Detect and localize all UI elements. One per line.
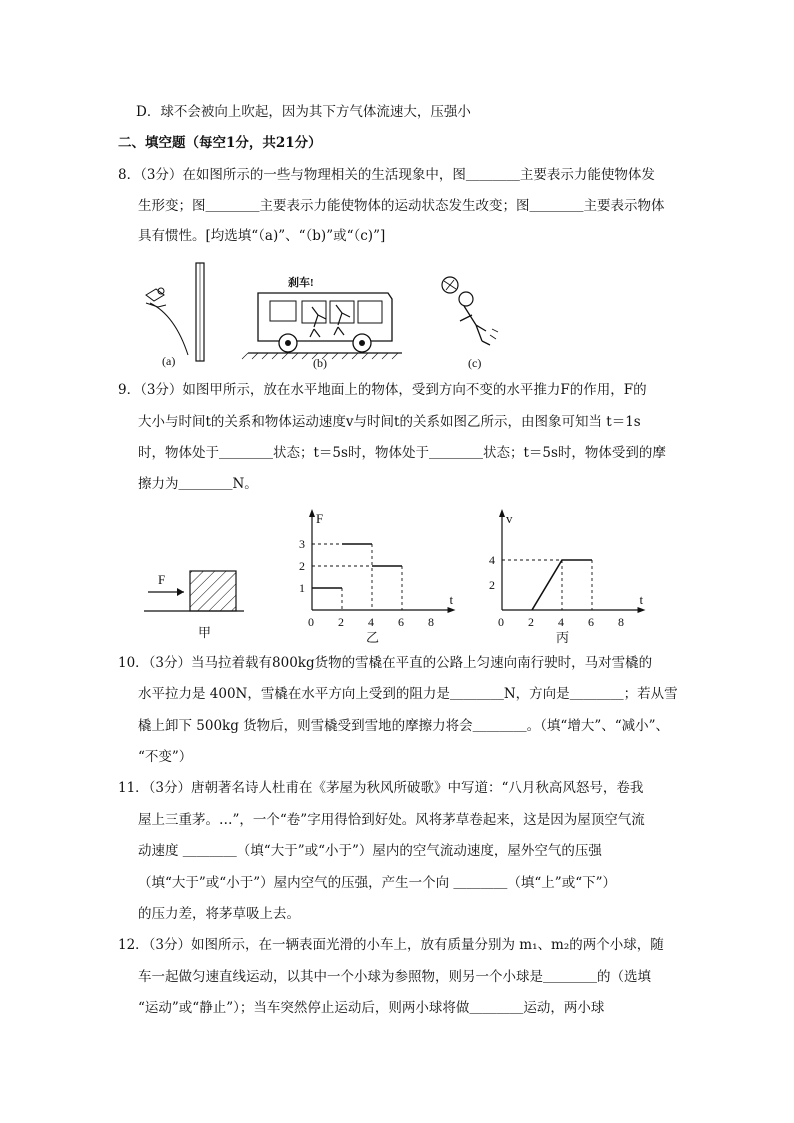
force-label: F <box>158 572 166 587</box>
fig-a-diving-illustration <box>146 263 204 361</box>
chart-bing <box>480 505 650 645</box>
fig-c-label: (c) <box>468 356 482 370</box>
block <box>190 571 236 611</box>
fig-a-label: (a) <box>162 354 176 368</box>
q10-line3: 橇上卸下 500kg 货物后，则雪橇受到雪地的摩擦力将会＿＿＿＿。（填“增大”、“减小”、 <box>138 718 670 734</box>
yi-xtick-2: 2 <box>338 615 344 629</box>
fig-jia-label: 甲 <box>198 625 212 640</box>
q11-line1: 11．（3分）唐朝著名诗人杜甫在《茅屋为秋风所破歌》中写道：“八月秋高风怒号，卷我 <box>118 780 644 796</box>
q11-line3: 动速度 ＿＿＿＿（填“大于”或“小于”）屋内的空气流动速度，屋外空气的压强 <box>138 843 602 859</box>
q8-line2: 生形变；图＿＿＿＿主要表示力能使物体的运动状态发生改变；图＿＿＿＿主要表示物体 <box>138 198 665 214</box>
q9-line4: 擦力为＿＿＿＿N。 <box>138 476 258 492</box>
q12-line2: 车一起做匀速直线运动，以其中一个小球为参照物，则另一个小球是＿＿＿＿的（选填 <box>138 969 651 985</box>
q8-line1: 8．（3分）在如图所示的一些与物理相关的生活现象中，图＿＿＿＿主要表示力能使物体发 <box>118 167 655 183</box>
yi-xtick-0: 0 <box>308 615 314 629</box>
chart-bing-xlabel: t <box>639 592 644 607</box>
bing-xtick-4: 4 <box>558 615 564 629</box>
yi-ytick-2: 2 <box>299 559 305 573</box>
bing-xtick-0: 0 <box>498 615 504 629</box>
yi-xtick-8: 8 <box>428 615 434 629</box>
q7-option-d: D．球不会被向上吹起，因为其下方气体流速大，压强小 <box>136 104 471 120</box>
fig-b-bus-illustration <box>242 293 402 359</box>
fig-c-header-illustration <box>442 277 498 345</box>
q10-line4: “不变”） <box>138 749 193 765</box>
chart-yi-caption: 乙 <box>366 630 380 645</box>
q8-line3: 具有惯性。[均选填“（a)”、“（b)”或“（c)”] <box>138 228 386 244</box>
q9-line3: 时，物体处于＿＿＿＿状态；t＝5s时，物体处于＿＿＿＿状态；t＝5s时，物体受到的摩 <box>138 445 666 461</box>
q10-line1: 10．（3分）当马拉着载有800kg货物的雪橇在平直的公路上匀速向南行驶时，马对雪橇的 <box>118 655 653 671</box>
yi-xtick-4: 4 <box>368 615 374 629</box>
q12-line3: “运动”或“静止”）；当车突然停止运动后，则两小球将做＿＿＿＿运动，两小球 <box>138 1000 605 1016</box>
q12-line1: 12．（3分）如图所示，在一辆表面光滑的小车上，放有质量分别为 m₁、m₂的两个小球，随 <box>118 937 664 953</box>
bing-xtick-6: 6 <box>588 615 594 629</box>
chart-bing-caption: 丙 <box>556 630 570 645</box>
q8-figures <box>130 255 550 375</box>
q9-line1: 9．（3分）如图甲所示，放在水平地面上的物体，受到方向不变的水平推力F的作用，F的 <box>118 382 647 398</box>
yi-xtick-6: 6 <box>398 615 404 629</box>
bing-xtick-8: 8 <box>618 615 624 629</box>
section-title: 二、填空题（每空1分，共21分） <box>118 135 322 151</box>
q11-line4: （填“大于”或“小于”）屋内空气的压强，产生一个向 ＿＿＿＿（填“上”或“下”） <box>138 875 617 891</box>
fig-b-label: (b) <box>313 356 327 370</box>
yi-ytick-3: 3 <box>299 537 305 551</box>
q11-line2: 屋上三重茅。…”，一个“卷”字用得恰到好处。风将茅草卷起来，这是因为屋顶空气流 <box>138 812 645 828</box>
q9-line2: 大小与时间t的关系和物体运动速度v与时间t的关系如图乙所示，由图象可知当 t＝1s <box>138 414 641 430</box>
chart-bing-ylabel: v <box>506 511 513 526</box>
chart-yi <box>290 505 460 645</box>
chart-yi-ylabel: F <box>316 511 324 526</box>
bing-ytick-4: 4 <box>489 553 495 567</box>
bing-ytick-2: 2 <box>489 578 495 592</box>
q10-line2: 水平拉力是 400N，雪橇在水平方向上受到的阻力是＿＿＿＿N，方向是＿＿＿＿；若从雪 <box>138 686 678 702</box>
q11-line5: 的压力差，将茅草吸上去。 <box>138 906 300 922</box>
bing-xtick-2: 2 <box>528 615 534 629</box>
chart-yi-xlabel: t <box>449 592 454 607</box>
fig-jia <box>140 555 250 645</box>
yi-ytick-1: 1 <box>299 581 305 595</box>
fig-b-bus-sign: 刹车! <box>288 277 314 289</box>
